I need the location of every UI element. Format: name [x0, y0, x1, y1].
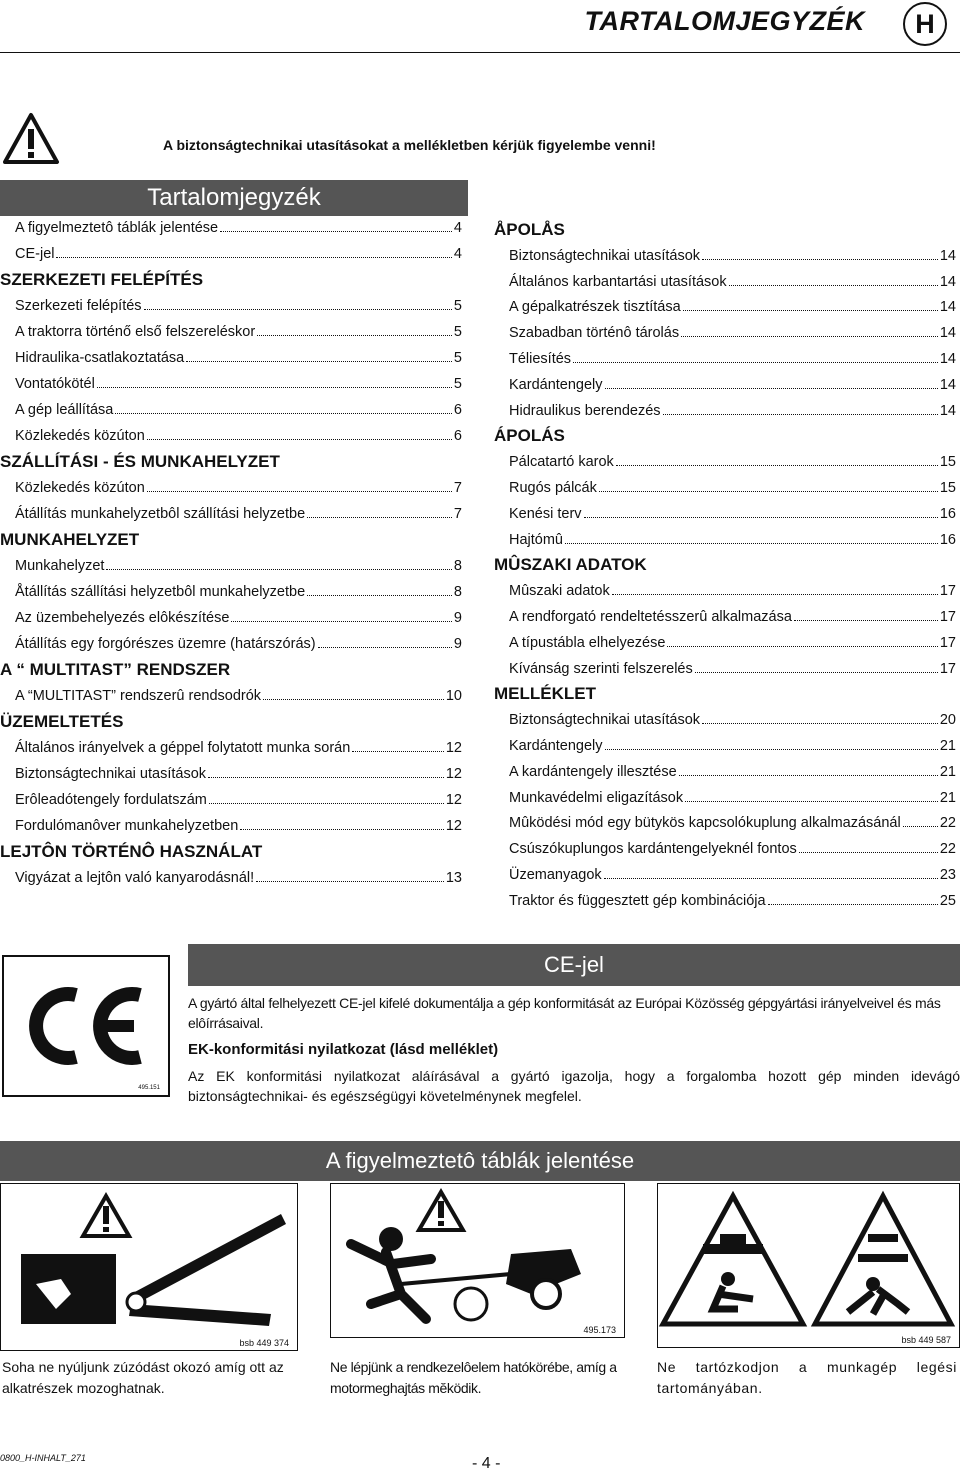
toc-entry-page: 5: [453, 350, 462, 366]
toc-entry-title: A típustábla elhelyezése: [509, 634, 666, 651]
toc-section-heading: A “ MULTITAST” RENDSZER: [0, 660, 231, 679]
toc-entry-page: 8: [453, 558, 462, 574]
toc-entry-page: 17: [939, 634, 956, 651]
toc-entry-title: Kenési terv: [509, 505, 582, 522]
dot-leader: [679, 775, 938, 776]
toc-entry-title: CE-jel: [15, 246, 55, 262]
toc-entry[interactable]: [15, 740, 462, 756]
toc-entry-page: 14: [939, 299, 956, 316]
toc-entry[interactable]: [15, 610, 462, 626]
toc-entry-page: 21: [939, 789, 956, 806]
toc-entry-page: 7: [453, 480, 462, 496]
safety-notice: A biztonságtechnikai utasításokat a mellékletben kérjük figyelembe venni!: [163, 137, 656, 153]
toc-entry[interactable]: [15, 506, 462, 522]
toc-entry-title: Hidraulikus berendezés: [509, 402, 661, 419]
toc-entry-title: Biztonságtechnikai utasítások: [509, 247, 701, 264]
toc-entry[interactable]: [15, 246, 462, 262]
toc-entry-page: 21: [939, 763, 956, 780]
toc-entry[interactable]: [15, 350, 462, 366]
toc-entry-page: 7: [453, 506, 462, 522]
crush-hazard-icon: [1, 1184, 295, 1334]
rotor-hazard-icon: [331, 1184, 622, 1324]
toc-section-heading: SZERKEZETI FELÉPÍTÉS: [0, 270, 204, 289]
toc-entry[interactable]: [15, 298, 462, 314]
dot-leader: [702, 259, 938, 260]
dot-leader: [147, 439, 452, 440]
toc-entry-title: Hajtómû: [509, 531, 563, 548]
toc-entry-page: 17: [939, 660, 956, 677]
toc-entry-page: 14: [939, 247, 956, 264]
dot-leader: [729, 285, 938, 286]
toc-entry-title: Átállítás egy forgórészes üzemre (határszórás): [15, 636, 316, 652]
toc-entry-title: Átállítás munkahelyzetbôl szállítási helyzetbe: [15, 506, 306, 522]
toc-entry[interactable]: [509, 867, 956, 883]
toc-entry-page: 14: [939, 376, 956, 393]
toc-entry[interactable]: [15, 402, 462, 418]
toc-entry-title: Pálcatartó karok: [509, 454, 614, 471]
dot-leader: [616, 465, 938, 466]
toc-entry-page: 12: [445, 792, 462, 808]
dot-leader: [683, 310, 938, 311]
toc-entry-page: 4: [453, 220, 462, 236]
toc-entry-page: 12: [445, 740, 462, 756]
toc-entry-page: 12: [445, 818, 462, 834]
dot-leader: [257, 335, 452, 336]
sign-code: bsb 449 587: [901, 1335, 951, 1345]
dot-leader: [573, 362, 938, 363]
toc-entry-title: A traktorra történő első felszereléskor: [15, 324, 256, 340]
ce-mark-icon: [4, 957, 168, 1095]
toc-entry-title: Az üzembehelyezés elôkészítése: [15, 610, 230, 626]
toc-entry-page: 16: [939, 505, 956, 522]
toc-entry-page: 10: [445, 688, 462, 704]
toc-entry-page: 5: [453, 376, 462, 392]
toc-entry[interactable]: [509, 299, 956, 315]
toc-entry-page: 6: [453, 428, 462, 444]
toc-entry-title: Biztonságtechnikai utasítások: [15, 766, 207, 782]
dot-leader: [584, 517, 938, 518]
toc-entry-page: 5: [453, 298, 462, 314]
toc-entry[interactable]: [509, 325, 956, 341]
toc-entry-page: 4: [453, 246, 462, 262]
dot-leader: [115, 413, 452, 414]
toc-entry-title: Mûködési mód egy bütykös kapcsolókuplung alkalmazásánál: [509, 815, 901, 832]
toc-entry[interactable]: [509, 377, 956, 393]
toc-section-heading: MUNKAHELYZET: [0, 530, 140, 549]
toc-entry[interactable]: [15, 688, 462, 704]
toc-title: Tartalomjegyzék: [0, 180, 468, 216]
toc-entry[interactable]: [509, 893, 956, 909]
toc-entry-title: Közlekedés közúton: [15, 480, 145, 496]
dot-leader: [263, 699, 444, 700]
toc-entry-page: 15: [939, 480, 956, 496]
toc-entry-title: Üzemanyagok: [509, 867, 602, 883]
toc-entry[interactable]: [509, 274, 956, 290]
toc-entry-page: 5: [453, 324, 462, 340]
toc-entry-title: Fordulómanôver munkahelyzetben: [15, 818, 239, 834]
toc-section-heading: SZÁLLÍTÁSI - ÉS MUNKAHELYZET: [0, 452, 280, 471]
dot-leader: [307, 595, 452, 596]
toc-entry-title: Munkahelyzet: [15, 558, 105, 574]
toc-entry-page: 16: [939, 531, 956, 548]
toc-entry-page: 8: [453, 584, 462, 600]
toc-entry[interactable]: [15, 428, 462, 444]
warning-triangle-icon: [2, 112, 60, 166]
toc-entry-page: 13: [445, 870, 462, 886]
toc-entry-page: 14: [939, 273, 956, 290]
toc-entry-title: Általános irányelvek a géppel folytatott munka során: [15, 740, 351, 756]
toc-entry-title: Munkavédelmi eligazítások: [509, 789, 684, 806]
toc-entry[interactable]: [15, 792, 462, 808]
toc-entry-title: Hidraulika-csatlakoztatása: [15, 350, 185, 366]
sign-caption: Soha ne nyúljunk zúzódást okozó amíg ott az alkatrészek mozoghatnak.: [2, 1359, 284, 1396]
toc-entry-page: 14: [939, 351, 956, 367]
toc-entry[interactable]: [509, 841, 956, 857]
toc-entry[interactable]: [15, 636, 462, 652]
toc-entry-page: 14: [939, 402, 956, 419]
toc-entry-title: Közlekedés közúton: [15, 428, 145, 444]
toc-entry-title: Åtállítás szállítási helyzetbôl munkahelyzetbe: [15, 584, 306, 600]
toc-entry-title: Téliesítés: [509, 351, 572, 367]
dot-leader: [352, 751, 444, 752]
dot-leader: [240, 829, 444, 830]
toc-entry-title: Általános karbantartási utasítások: [509, 273, 727, 290]
toc-entry[interactable]: [509, 738, 956, 754]
toc-entry[interactable]: [509, 506, 956, 522]
dot-leader: [799, 852, 938, 853]
sign-code: 495.173: [583, 1325, 616, 1335]
toc-entry[interactable]: [509, 661, 956, 677]
toc-section-heading: ÅPOLÅS: [494, 220, 565, 239]
header-divider: [0, 52, 960, 53]
toc-entry-title: A kardántengely illesztése: [509, 763, 677, 780]
dot-leader: [768, 904, 938, 905]
toc-entry[interactable]: [15, 480, 462, 496]
language-badge: H: [903, 2, 947, 46]
toc-entry-title: A gép leállítása: [15, 402, 114, 418]
toc-entry-page: 14: [939, 325, 956, 342]
toc-entry[interactable]: [15, 220, 462, 236]
document-code: 0800_H-INHALT_271: [0, 1453, 86, 1463]
dot-leader: [209, 803, 444, 804]
toc-entry-page: 6: [453, 402, 462, 418]
ce-image-code: 495.151: [138, 1085, 160, 1091]
toc-entry[interactable]: [509, 480, 956, 496]
dot-leader: [565, 543, 938, 544]
dot-leader: [97, 387, 452, 388]
dot-leader: [318, 647, 452, 648]
dot-leader: [56, 257, 451, 258]
toc-entry[interactable]: [509, 764, 956, 780]
toc-entry-page: 21: [939, 738, 956, 754]
toc-entry-title: Mûszaki adatok: [509, 583, 610, 600]
toc-entry-title: Biztonságtechnikai utasítások: [509, 712, 701, 729]
toc-section-heading: MÛSZAKI ADATOK: [494, 555, 647, 575]
toc-entry[interactable]: [509, 790, 956, 806]
sign-caption: Ne tartózkodjon a munkagép legési tartományában.: [657, 1359, 957, 1396]
dot-leader: [605, 388, 938, 389]
toc-entry[interactable]: [509, 351, 956, 367]
ek-conformity-paragraph: Az EK konformitási nyilatkozat aláírásával a gyártó igazolja, hogy a forgalomba hozott gép minden idevágó biztonságtechnikai- és egészségügyi követelménynek megfelel.: [188, 1068, 960, 1104]
toc-entry-title: Csúszókuplungos kardántengelyeknél fontos: [509, 841, 797, 858]
dot-leader: [663, 414, 938, 415]
toc-entry[interactable]: [15, 870, 462, 886]
toc-section-heading: ÜZEMELTETÉS: [0, 712, 124, 731]
toc-entry[interactable]: [15, 376, 462, 392]
toc-entry-page: 23: [939, 867, 956, 883]
warning-signs-title: A figyelmeztetô táblák jelentése: [0, 1141, 960, 1181]
toc-entry[interactable]: [509, 403, 956, 419]
toc-section-heading: MELLÉKLET: [494, 684, 596, 704]
toc-entry-title: Szerkezeti felépítés: [15, 298, 142, 314]
toc-entry[interactable]: [15, 558, 462, 574]
ce-paragraph: A gyártó által felhelyezett CE-jel kifelé dokumentálja a gép konformitását az Európai Közösség gépgyártási irányelveivel és más elôírrásaival.: [188, 995, 941, 1031]
toc-entry-title: A “MULTITAST” rendszerû rendsodrók: [15, 688, 262, 704]
toc-entry-page: 22: [939, 841, 956, 858]
toc-entry-title: Vontatókötél: [15, 376, 95, 392]
dot-leader: [231, 621, 452, 622]
lifting-hazard-icon: [658, 1184, 957, 1334]
dot-leader: [256, 881, 444, 882]
dot-leader: [599, 491, 938, 492]
toc-entry[interactable]: [509, 635, 956, 651]
dot-leader: [147, 491, 452, 492]
dot-leader: [605, 749, 938, 750]
toc-section-heading: ÁPOLÁS: [494, 426, 565, 446]
dot-leader: [106, 569, 451, 570]
toc-entry-title: Kardántengely: [509, 376, 603, 393]
toc-entry-page: 17: [939, 583, 956, 600]
toc-entry-title: A gépalkatrészek tisztítása: [509, 299, 681, 316]
toc-entry[interactable]: [509, 532, 956, 548]
toc-entry-page: 15: [939, 454, 956, 471]
toc-entry-title: Traktor és függesztett gép kombinációja: [509, 892, 766, 909]
dot-leader: [667, 646, 937, 647]
dot-leader: [612, 594, 938, 595]
toc-entry-page: 9: [453, 610, 462, 626]
warning-sign-crush: [0, 1183, 298, 1351]
toc-entry-title: Rugós pálcák: [509, 480, 597, 496]
toc-entry[interactable]: [15, 766, 462, 782]
toc-entry-page: 9: [453, 636, 462, 652]
ek-conformity-heading: EK-konformitási nyilatkozat (lásd melléklet): [188, 1041, 499, 1058]
toc-entry-title: A rendforgató rendeltetésszerû alkalmazása: [509, 609, 792, 625]
toc-entry-page: 12: [445, 766, 462, 782]
toc-entry[interactable]: [509, 609, 956, 625]
toc-entry[interactable]: [509, 583, 956, 599]
toc-entry[interactable]: [15, 324, 462, 340]
sign-caption: Ne lépjünk a rendkezelôelem hatókörébe, amíg a motormeghajtás mĕködik.: [330, 1359, 617, 1396]
toc-entry[interactable]: [509, 248, 956, 264]
toc-entry[interactable]: [15, 818, 462, 834]
ce-section-title: CE-jel: [188, 944, 960, 986]
toc-entry-title: A figyelmeztetô táblák jelentése: [15, 220, 219, 236]
dot-leader: [220, 231, 452, 232]
toc-entry-page: 22: [939, 815, 956, 832]
toc-section-heading: LEJTÔN TÖRTÉNÔ HASZNÁLAT: [0, 842, 263, 861]
dot-leader: [307, 517, 452, 518]
dot-leader: [903, 826, 938, 827]
warning-sign-rotor: [330, 1183, 625, 1338]
dot-leader: [681, 336, 938, 337]
toc-entry-page: 20: [939, 712, 956, 729]
toc-entry[interactable]: [509, 454, 956, 470]
dot-leader: [702, 723, 938, 724]
ce-mark-image: [2, 955, 170, 1097]
dot-leader: [685, 801, 938, 802]
warning-sign-lifting: [657, 1183, 960, 1348]
sign-code: bsb 449 374: [239, 1338, 289, 1348]
toc-entry-title: Vigyázat a lejtôn való kanyarodásnál!: [15, 870, 255, 886]
dot-leader: [794, 620, 938, 621]
dot-leader: [144, 309, 452, 310]
toc-entry-title: Szabadban történô tárolás: [509, 325, 680, 342]
toc-entry[interactable]: [509, 712, 956, 728]
dot-leader: [208, 777, 444, 778]
toc-entry[interactable]: [509, 815, 956, 831]
toc-entry-title: Kívánság szerinti felszerelés: [509, 660, 693, 677]
toc-entry-title: Kardántengely: [509, 738, 603, 754]
dot-leader: [604, 878, 938, 879]
dot-leader: [186, 361, 452, 362]
page-header-title: TARTALOMJEGYZÉK: [584, 6, 865, 36]
toc-entry[interactable]: [15, 584, 462, 600]
toc-entry-page: 25: [939, 892, 956, 909]
toc-entry-title: Erôleadótengely fordulatszám: [15, 792, 207, 808]
page-number: - 4 -: [472, 1455, 501, 1472]
dot-leader: [695, 672, 938, 673]
toc-entry-page: 17: [939, 609, 956, 625]
